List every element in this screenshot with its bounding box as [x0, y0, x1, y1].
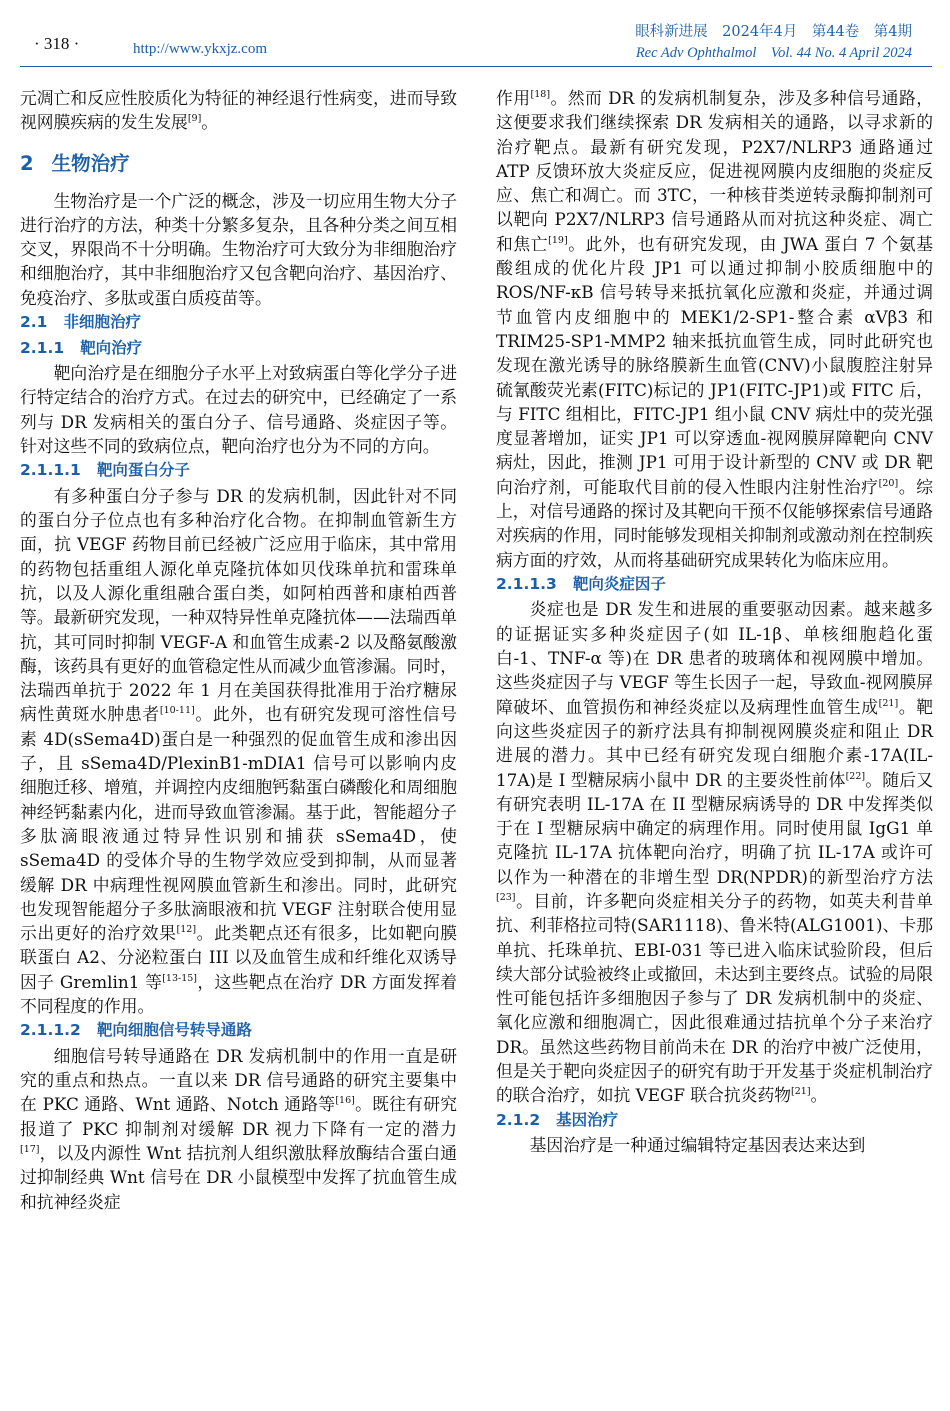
- paragraph: 有多种蛋白分子参与 DR 的发病机制，因此针对不同的蛋白分子位点也有多种治疗化合物。在抑制血管新生方面，抗 VEGF 药物目前已经被广泛应用于临床，其中常用的药物包括重组人源化单克隆抗体如贝伐珠单抗和雷珠单抗，以及人源化重组融合蛋白类，如阿柏西普和康柏西普等。最新研究发现，一种双特异性单克隆抗体——法瑞西单抗，其可同时抑制 VEGF-A 和血管生成素-2 以及酪氨酸激酶，该药具有更好的血管稳定性从而减少血管渗漏。同时，法瑞西单抗于 2022 年 1 月在美国获得批准用于治疗糖尿病性黄斑水肿患者[10-11]。此外，也有研究发现可溶性信号素 4D(sSema4D)蛋白是一种强烈的促血管生成和渗出因子，且 sSema4D/PlexinB1-mDIA1 信号可以影响内皮细胞迁移、增殖，并调控内皮细胞钙黏蛋白磷酸化和周细胞神经钙黏素内化，进而导致血管渗漏。基于此，智能超分子多肽滴眼液通过特异性识别和捕获 sSema4D，使 sSema4D 的受体介导的生物学效应受到抑制，从而显著缓解 DR 中病理性视网膜血管新生和渗出。同时，此研究也发现智能超分子多肽滴眼液和抗 VEGF 注射联合使用显示出更好的治疗效果[12]。此类靶点还有很多，比如靶向膜联蛋白 A2、分泌粒蛋白 III 以及血管生成和纤维化双诱导因子 Gremlin1 等[13-15]，这些靶点在治疗 DR 方面发挥着不同程度的作用。: [20, 485, 457, 1016]
- citation[interactable]: [10-11]: [159, 705, 195, 717]
- header-rule: [20, 66, 932, 67]
- citation[interactable]: [21]: [791, 1086, 811, 1098]
- journal-title-en: Rec Adv Ophthalmol Vol. 44 No. 4 April 2024: [635, 45, 912, 61]
- page-header: [0, 0, 950, 70]
- paragraph: 生物治疗是一个广泛的概念，涉及一切应用生物大分子进行治疗的方法，种类十分繁多复杂，且各种分类之间互相交叉，界限尚不十分明确。生物治疗可大致分为非细胞治疗和细胞治疗，其中非细胞治疗又包含靶向治疗、基因治疗、免疫治疗、多肽或蛋白质疫苗等。: [20, 190, 457, 308]
- subsection-heading: 2.1.2 基因治疗: [496, 1110, 619, 1129]
- subsection-heading: 2.1.1.3 靶向炎症因子: [496, 574, 666, 593]
- paragraph: 细胞信号转导通路在 DR 发病机制中的作用一直是研究的重点和热点。一直以来 DR 信号通路的研究主要集中在 PKC 通路、Wnt 通路、Notch 通路等[16]。既往有研究报道了 PKC 抑制剂对缓解 DR 视力下降有一定的潜力[17]，以及内源性 Wnt 拮抗剂人组织激肽释放酶结合蛋白通过抑制经典 Wnt 信号在 DR 小鼠模型中发挥了抗血管生成和抗神经炎症: [20, 1045, 457, 1212]
- citation[interactable]: [9]: [187, 113, 202, 125]
- right-column: [496, 86, 933, 1157]
- subsection-heading: 2.1.1.1 靶向蛋白分子: [20, 461, 190, 480]
- paragraph: 靶向治疗是在细胞分子水平上对致病蛋白等化学分子进行特定结合的治疗方式。在过去的研究中，已经确定了一系列与 DR 发病相关的蛋白分子、信号通路、炎症因子等。针对这些不同的致病位点，靶向治疗也分为不同的方向。: [20, 363, 457, 456]
- citation[interactable]: [22]: [845, 770, 866, 782]
- citation[interactable]: [16]: [335, 1095, 355, 1107]
- paragraph: 作用[18]。然而 DR 的发病机制复杂，涉及多种信号通路，这便要求我们继续探索 DR 发病相关的通路，以寻求新的治疗靶点。最新有研究发现，P2X7/NLRP3 通路通过 ATP 反馈环放大炎症反应，促进视网膜内皮细胞的炎症反应、焦亡和凋亡。而 3TC，一种核苷类逆转录酶抑制剂可以靶向 P2X7/NLRP3 信号通路从而对抗这种炎症、凋亡和焦亡[19]。此外，也有研究发现，由 JWA 蛋白 7 个氨基酸组成的优化片段 JP1 可以通过抑制小胶质细胞中的 ROS/NF-κB 信号转导来抵抗氧化应激和炎症，并通过调节血管内皮细胞中的 MEK1/2-SP1-整合素 αVβ3 和 TRIM25-SP1-MMP2 轴来抵抗血管生成，同时此研究也发现在激光诱导的脉络膜新生血管(CNV)小鼠腹腔注射异硫氰酸荧光素(FITC)标记的 JP1(FITC-JP1)或 FITC 后，与 FITC 组相比，FITC-JP1 组小鼠 CNV 病灶中的荧光强度显著增加，证实 JP1 可以穿透血-视网膜屏障靶向 CNV 病灶，因此，推测 JP1 可用于设计新型的 CNV 或 DR 靶向治疗剂，可能取代目前的侵入性眼内注射性治疗[20]。综上，对信号通路的探讨及其靶向干预不仅能够探索信号通路对疾病的作用，同时能够发现相关抑制剂或激动剂在控制疾病方面的疗效，从而将基础研究成果转化为临床应用。: [496, 88, 934, 570]
- subsection-heading: 2.1.1 靶向治疗: [20, 338, 143, 357]
- journal-info: [635, 22, 912, 64]
- citation[interactable]: [17]: [20, 1143, 40, 1155]
- citation[interactable]: [21]: [878, 697, 899, 709]
- citation[interactable]: [23]: [496, 892, 516, 903]
- paragraph: 基因治疗是一种通过编辑特定基因表达来达到: [529, 1135, 866, 1156]
- paragraph: 元凋亡和反应性胶质化为特征的神经退行性病变，进而导致视网膜疾病的发生发展[9]。: [20, 88, 457, 133]
- subsection-heading: 2.1.1.2 靶向细胞信号转导通路: [20, 1021, 252, 1040]
- citation[interactable]: [20]: [878, 477, 899, 489]
- page-number: · 318 ·: [34, 34, 80, 53]
- citation[interactable]: [12]: [176, 924, 197, 936]
- subsection-heading: 2.1 非细胞治疗: [20, 313, 141, 332]
- paragraph: 炎症也是 DR 发生和进展的重要驱动因素。越来越多的证据证实多种炎症因子(如 IL-1β、单核细胞趋化蛋白-1、TNF-α 等)在 DR 患者的玻璃体和视网膜中增加。这些炎症因子与 VEGF 等生长因子一起，导致血-视网膜屏障破坏、血管损伤和神经炎症以及病理性血管生成[21]。靶向这些炎症因子的新疗法具有抑制视网膜炎症和阻止 DR 进展的潜力。其中已经有研究发现白细胞介素-17A(IL-17A)是 I 型糖尿病小鼠中 DR 的主要炎性前体[22]。随后又有研究表明 IL-17A 在 II 型糖尿病诱导的 DR 中发挥类似于在 I 型糖尿病中确定的病理作用。同时使用鼠 IgG1 单克隆抗 IL-17A 抗体靶向治疗，明确了抗 IL-17A 或许可以作为一种潜在的非增生型 DR(NPDR)的新型治疗方法[23]。目前，许多靶向炎症相关分子的药物，如英夫利昔单抗、利菲格拉司特(SAR1118)、鲁米特(ALG1001)、卡那单抗、托珠单抗、EBI-031 等已进入临床试验阶段，但后续大部分试验被终止或撤回，未达到主要终点。试验的局限性可能包括许多细胞因子参与了 DR 发病机制中的炎症、氧化应激和细胞凋亡，因此很难通过拮抗单个分子来治疗 DR。虽然这些药物目前尚未在 DR 的治疗中被广泛使用，但是关于靶向炎症因子的研究有助于开发基于炎症机制治疗的联合治疗，如抗 VEGF 联合抗炎药物[21]。: [496, 599, 933, 1106]
- journal-url-link[interactable]: http://www.ykxjz.com: [133, 41, 268, 57]
- journal-title-cn: 眼科新进展 2024年4月 第44卷 第4期: [635, 24, 912, 40]
- citation[interactable]: [18]: [530, 89, 551, 100]
- section-heading: 2 生物治疗: [20, 151, 130, 175]
- citation[interactable]: [13-15]: [162, 972, 198, 984]
- citation[interactable]: [19]: [548, 234, 568, 246]
- left-column: [20, 86, 457, 1214]
